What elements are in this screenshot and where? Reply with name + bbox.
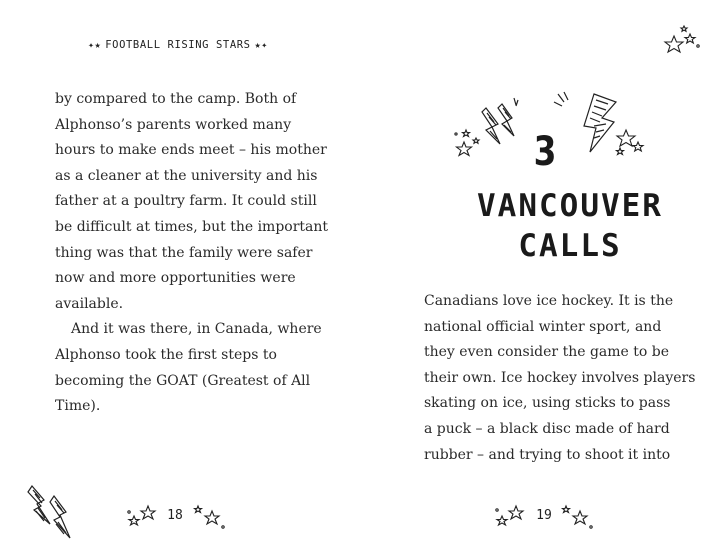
text-line: available.	[55, 295, 124, 312]
star-cluster-icon: ✦★	[88, 39, 102, 51]
text-line: rubber – and trying to shoot it into	[424, 446, 671, 463]
star-cluster-icon	[660, 24, 704, 60]
chapter-title-line: VANCOUVER	[477, 188, 663, 224]
star-cluster-icon	[192, 503, 228, 533]
text-line: their own. Ice hockey involves players	[424, 369, 696, 386]
star-cluster-icon: ★✦	[254, 39, 268, 51]
text-line: And it was there, in Canada, where	[71, 321, 322, 338]
text-line: thing was that the family were safer	[55, 244, 313, 261]
lightning-bolt-icon	[20, 478, 80, 548]
text-line: becoming the GOAT (Greatest of All	[55, 372, 311, 389]
text-line: Time).	[55, 398, 101, 415]
star-cluster-icon	[494, 500, 530, 530]
text-line: by compared to the camp. Both of	[55, 91, 297, 107]
chapter-number: 3	[533, 129, 557, 175]
star-cluster-icon	[560, 503, 596, 533]
page-number: 19	[536, 508, 552, 523]
running-head	[88, 39, 278, 51]
text-line: they even consider the game to be	[424, 344, 670, 361]
text-line: father at a poultry farm. It could still	[55, 193, 317, 210]
running-head-title: FOOTBALL RISING STARS	[105, 39, 251, 51]
chapter-title-line: CALLS	[518, 228, 622, 264]
text-line: now and more opportunities were	[55, 270, 296, 287]
text-line: Alphonso took the first steps to	[55, 346, 277, 363]
text-line: be difficult at times, but the important	[55, 218, 329, 235]
text-line: Alphonso’s parents worked many	[55, 116, 292, 133]
text-line: hours to make ends meet – his mother	[55, 142, 327, 159]
text-line: skating on ice, using sticks to pass	[424, 395, 671, 412]
page-number: 18	[167, 508, 183, 523]
body-text	[55, 87, 329, 420]
star-cluster-icon	[126, 500, 162, 530]
text-line: a puck – a black disc made of hard	[424, 420, 670, 437]
text-line: as a cleaner at the university and his	[55, 167, 318, 184]
star-cluster-icon	[612, 126, 652, 166]
star-cluster-icon	[452, 128, 486, 168]
text-line: Canadians love ice hockey. It is the	[424, 293, 674, 309]
text-line: national official winter sport, and	[424, 318, 662, 335]
body-text	[424, 289, 696, 468]
right-page	[360, 0, 720, 557]
chapter-title	[420, 186, 720, 266]
